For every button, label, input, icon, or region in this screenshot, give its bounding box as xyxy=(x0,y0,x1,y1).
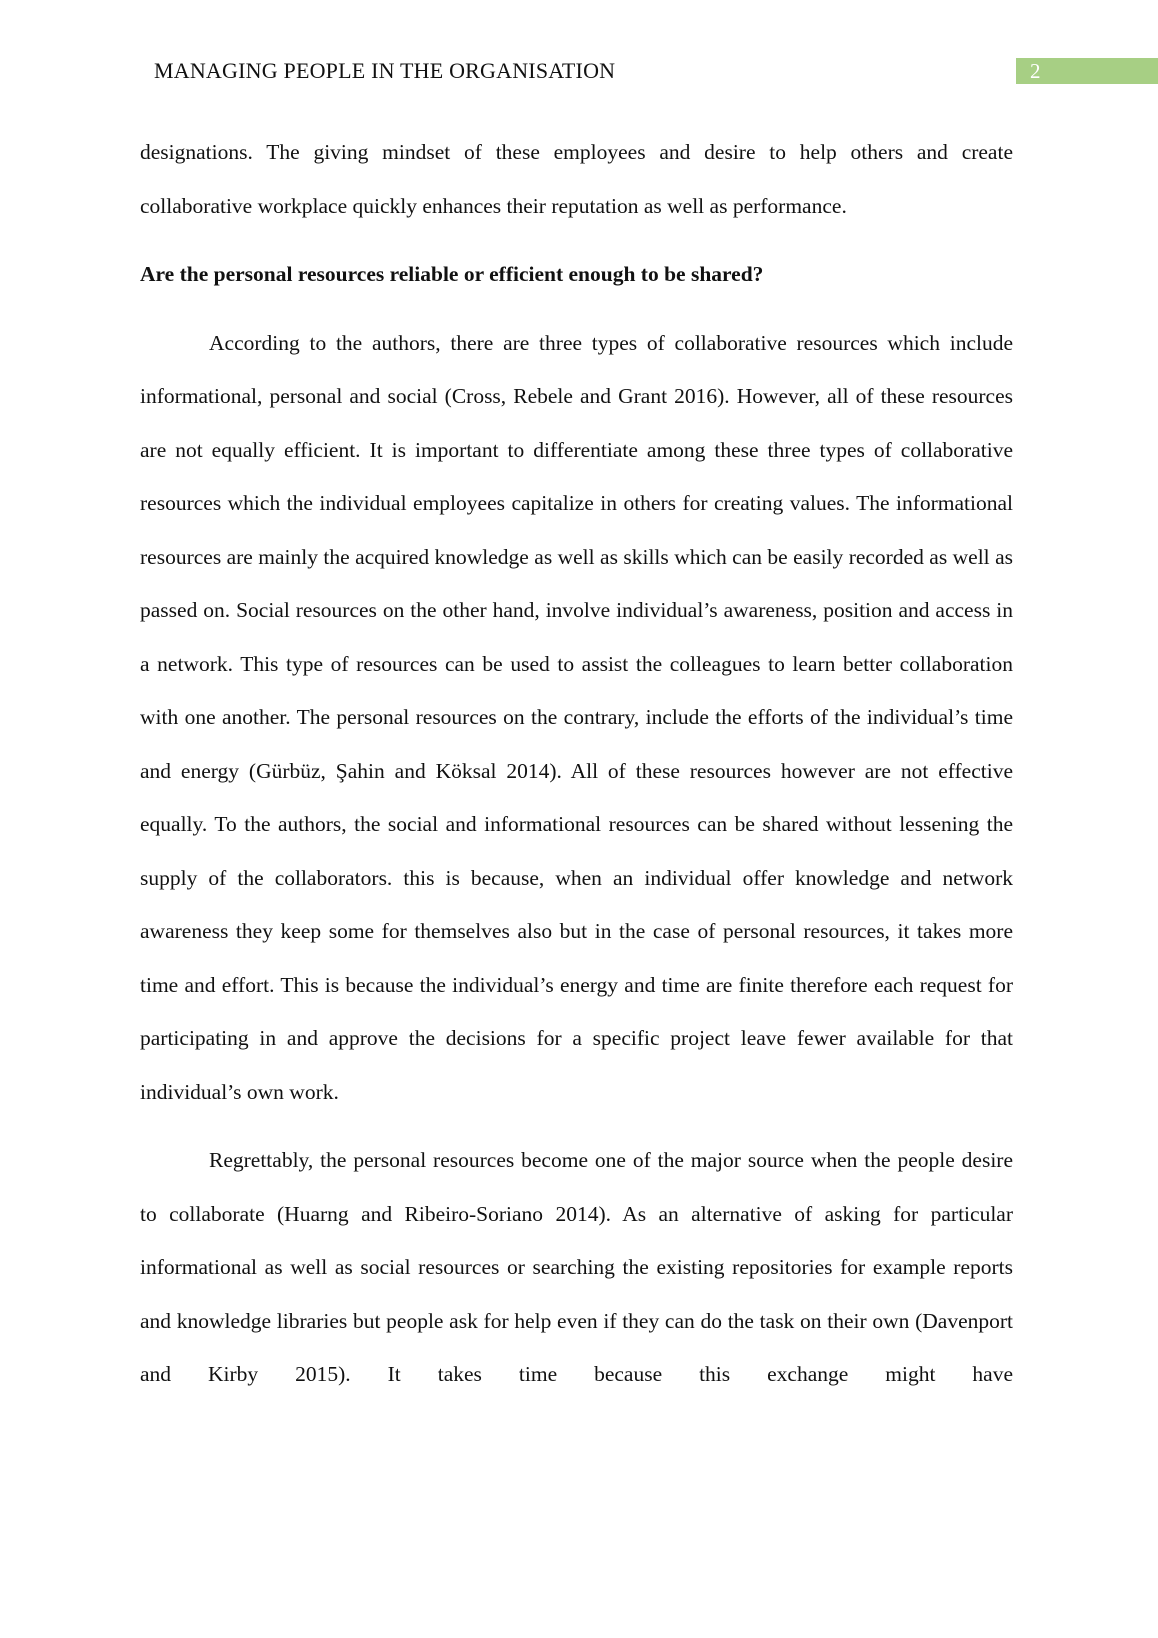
section-heading: Are the personal resources reliable or efficient enough to be shared? xyxy=(140,262,764,286)
body-paragraph-1: According to the authors, there are three types of collaborative resources which include informational, personal and social (Cross, Rebele and Grant 2016). However, all of these resources are not equally efficient. It is important to differentiate among these three types of collaborative resources which the individual employees capitalize in others for creating values. The informational resources are mainly the acquired knowledge as well as skills which can be easily recorded as well as passed on. Social resources on the other hand, involve individual’s awareness, position and access in a network. This type of resources can be used to assist the colleagues to learn better collaboration with one another. The personal resources on the contrary, include the efforts of the individual’s time and energy (Gürbüz, Şahin and Köksal 2014). All of these resources however are not effective equally. To the authors, the social and informational resources can be shared without lessening the supply of the collaborators. this is because, when an individual offer knowledge and network awareness they keep some for themselves also but in the case of personal resources, it takes more time and effort. This is because the individual’s energy and time are finite therefore each request for participating in and approve the decisions for a specific project leave fewer available for that individual’s own work. xyxy=(140,330,1013,1104)
page-number: 2 xyxy=(1016,58,1158,84)
continued-paragraph: designations. The giving mindset of these employees and desire to help others and create collaborative workplace quickly enhances their reputation as well as performance. xyxy=(140,140,1013,218)
body-paragraph-2: Regrettably, the personal resources become one of the major source when the people desire to collaborate (Huarng and Ribeiro-Soriano 2014). As an alternative of asking for particular informational as well as social resources or searching the existing repositories for example reports and knowledge libraries but people ask for help even if they can do the task on their own (Davenport and Kirby 2015). It takes time because this exchange might have xyxy=(140,1148,1013,1386)
running-header-title: MANAGING PEOPLE IN THE ORGANISATION xyxy=(154,58,616,83)
document-body xyxy=(140,126,1013,1402)
